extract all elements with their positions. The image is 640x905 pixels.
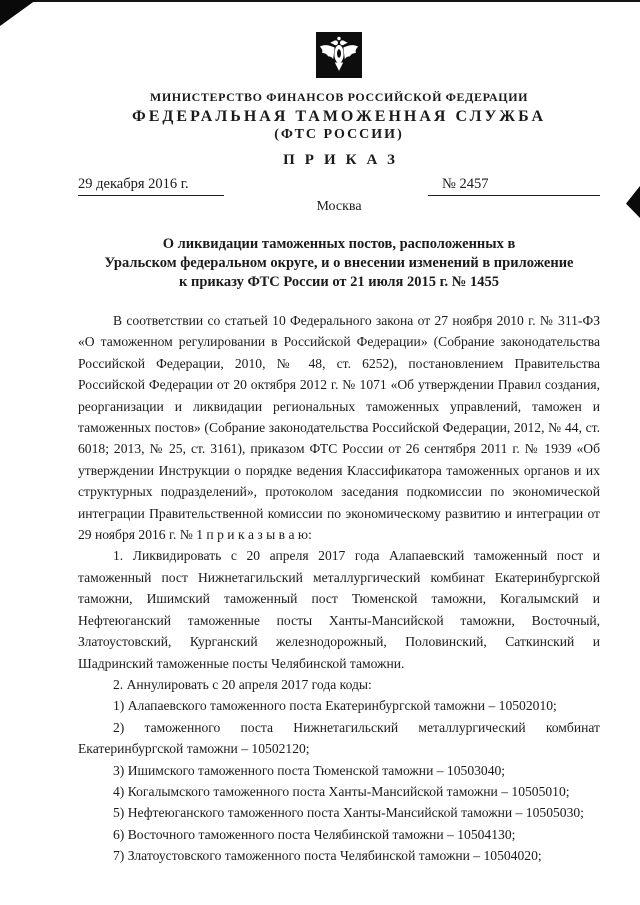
- document-date: 29 декабря 2016 г.: [78, 176, 224, 196]
- ministry-name: МИНИСТЕРСТВО ФИНАНСОВ РОССИЙСКОЙ ФЕДЕРАЦИИ: [149, 90, 529, 104]
- title-line-1: О ликвидации таможенных постов, расположенных в: [162, 236, 516, 252]
- document-header: [78, 32, 600, 215]
- title-line-3: к приказу ФТС России от 21 июля 2015 г. № 1455: [179, 274, 499, 290]
- city-label: Москва: [316, 199, 362, 214]
- scan-artifact-right-edge: [626, 186, 640, 218]
- document-number: № 2457: [428, 176, 600, 196]
- scan-artifact-top-left-corner: [0, 0, 36, 26]
- list-item-4: 4) Когалымского таможенного поста Ханты-Мансийской таможни – 10505010;: [113, 783, 570, 799]
- document-body: [78, 310, 600, 867]
- title-line-2: Уральском федеральном округе, и о внесении изменений в приложение: [104, 255, 574, 271]
- agency-name: ФЕДЕРАЛЬНАЯ ТАМОЖЕННАЯ СЛУЖБА: [131, 108, 547, 125]
- emblem-container: [78, 32, 600, 83]
- list-item-5: 5) Нефтеюганского таможенного поста Ханты-Мансийской таможни – 10505030;: [113, 805, 584, 821]
- list-item-3: 3) Ишимского таможенного поста Тюменской таможни – 10503040;: [113, 762, 506, 778]
- scan-artifact-top-line: [0, 0, 640, 2]
- document-title: [78, 235, 600, 292]
- list-item-2: 2) таможенного поста Нижнетагильский металлургический комбинат Екатеринбургской таможни – 10502120;: [78, 719, 600, 757]
- coat-of-arms-eagle-icon: [316, 32, 362, 78]
- agency-abbreviation: (ФТС РОССИИ): [274, 127, 404, 142]
- list-item-7: 7) Златоустовского таможенного поста Челябинской таможни – 10504020;: [113, 848, 542, 864]
- paragraph-preamble: В соответствии со статьей 10 Федерального закона от 27 ноября 2010 г. № 311-ФЗ «О таможенном регулировании в Российской Федерации» (Собрание законодательства Российской Федерации, 2010, № 48, ст. 6252), постановлением Правительства Российской Федерации от 20 октября 2012 г. № 1071 «Об утверждении Правил создания, реорганизации и ликвидации региональных таможенных управлений, таможен и таможенных постов» (Собрание законодательства Российской Федерации, 2012, № 44, ст. 6018; 2013, № 25, ст. 3161), приказом ФТС России от 26 сентября 2011 г. № 1939 «Об утверждении Инструкции о порядке ведения Классификатора таможенных органов и их структурных подразделений», протоколом заседания подкомиссии по экономической интеграции Правительственной комиссии по экономическому развитию и интеграции от 29 ноября 2016 г. № 1 п р и к а з ы в а ю:: [78, 313, 600, 543]
- paragraph-point-1: 1. Ликвидировать с 20 апреля 2017 года Алапаевский таможенный пост и таможенный пост Нижнетагильский металлургический комбинат Екатеринбургской таможни, Ишимский таможенный пост Тюменской таможни, Когалымский и Нефтеюганский таможенные посты Ханты-Мансийской таможни, Восточный, Златоустовский, Курганский железнодорожный, Половинский, Саткинский и Шадринский таможенные посты Челябинской таможни.: [78, 548, 600, 671]
- document-type-label: ПРИКАЗ: [283, 152, 405, 168]
- paragraph-point-2: 2. Аннулировать с 20 апреля 2017 года коды:: [113, 676, 372, 692]
- list-item-6: 6) Восточного таможенного поста Челябинской таможни – 10504130;: [113, 826, 516, 842]
- date-number-row: [78, 176, 600, 196]
- list-item-1: 1) Алапаевского таможенного поста Екатеринбургской таможни – 10502010;: [113, 698, 557, 714]
